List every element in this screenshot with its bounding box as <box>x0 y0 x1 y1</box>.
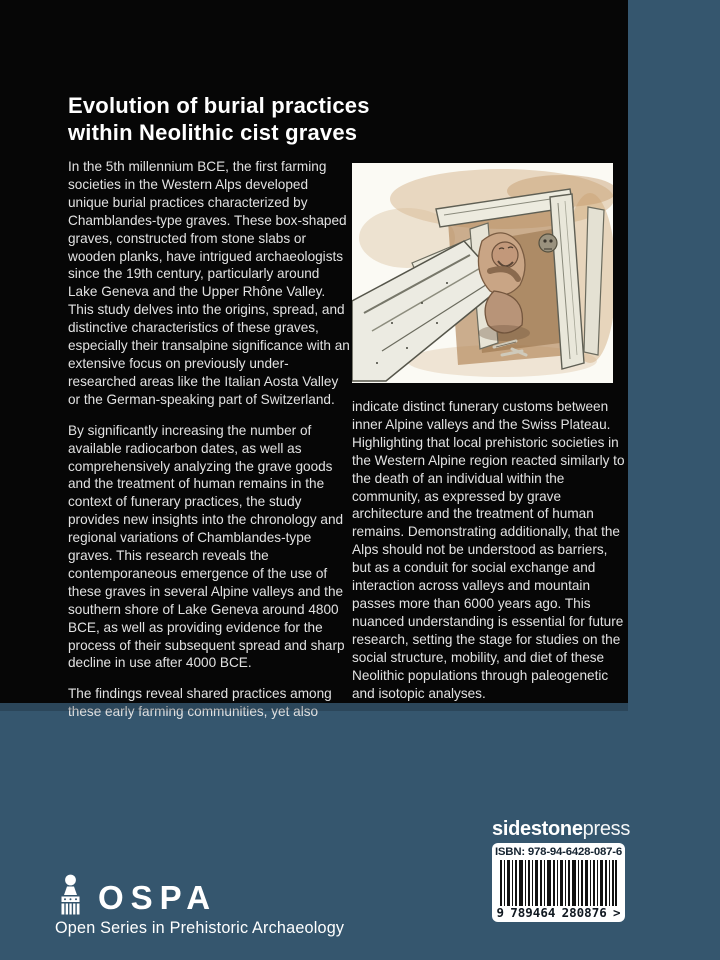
series-logo <box>55 874 344 938</box>
blurb-paragraph-2: By significantly increasing the number of available radiocarbon dates, as well as comprehensively analyzing the grave goods and the treatment of human remains in the context of funerary practices, the study provides new insights into the chronology and regional variations of Chamblandes-type graves. This research reveals the contemporaneous emergence of the use of these graves in several Alpine valleys and the southern shore of Lake Geneva around 4800 BCE, as well as providing evidence for the process of their subsequent spread and sharp decline in use after 4000 BCE. <box>68 422 345 671</box>
cist-grave-drawing <box>352 163 613 383</box>
blurb-left-column <box>68 158 351 734</box>
publisher-name-bold: sidestone <box>492 818 583 840</box>
isbn-digit-tail: > <box>612 905 621 920</box>
barcode-image <box>500 860 617 906</box>
isbn-digit-group2: 280876 <box>561 905 607 920</box>
brush-icon <box>55 874 86 916</box>
isbn-barcode <box>492 843 625 922</box>
isbn-label: ISBN: 978-94-6428-087-6 <box>494 846 623 858</box>
isbn-digit-group1: 789464 <box>510 905 556 920</box>
book-title <box>68 92 488 146</box>
cist-grave-illustration <box>352 163 613 383</box>
isbn-digits <box>497 905 621 920</box>
book-title-line2: within Neolithic cist graves <box>68 120 358 145</box>
series-tagline: Open Series in Prehistoric Archaeology <box>55 919 345 937</box>
isbn-digit-lead: 9 <box>496 905 505 920</box>
publisher-logo <box>492 818 631 841</box>
series-acronym: OSPA <box>98 879 218 916</box>
blurb-right-column <box>352 398 630 715</box>
book-title-line1: Evolution of burial practices <box>68 93 370 118</box>
panel-shadow <box>0 703 628 711</box>
publisher-name-light: press <box>582 818 631 840</box>
blurb-paragraph-1: In the 5th millennium BCE, the first farming societies in the Western Alps developed unique burial practices characterized by Chamblandes-type graves. These box-shaped graves, constructed from stone slabs or wooden planks, have intrigued archaeologists since the 19th century, particularly around Lake Geneva and the Upper Rhône Valley. This study delves into the origins, spread, and distinctive characteristics of these graves, especially their transalpine significance with an extensive focus on previously under-researched areas like the Italian Aosta Valley or the German-speaking part of Switzerland. <box>68 159 350 407</box>
blurb-paragraph-4: indicate distinct funerary customs between inner Alpine valleys and the Swiss Plateau. Highlighting that local prehistoric societies in the Western Alpine region reacted similarly to the death of an individual within the community, as expressed by grave architecture and the treatment of human remains. Demonstrating additionally, that the Alps should not be understood as barriers, but as a conduit for social exchange and interaction across valleys and mountain passes more than 6000 years ago. This nuanced understanding is essential for future research, setting the stage for studies on the social structure, mobility, and diet of these Neolithic populations through paleogenetic and isotopic analyses. <box>352 399 625 701</box>
blurb-paragraph-3: The findings reveal shared practices among these early farming communities, yet also <box>68 686 332 720</box>
